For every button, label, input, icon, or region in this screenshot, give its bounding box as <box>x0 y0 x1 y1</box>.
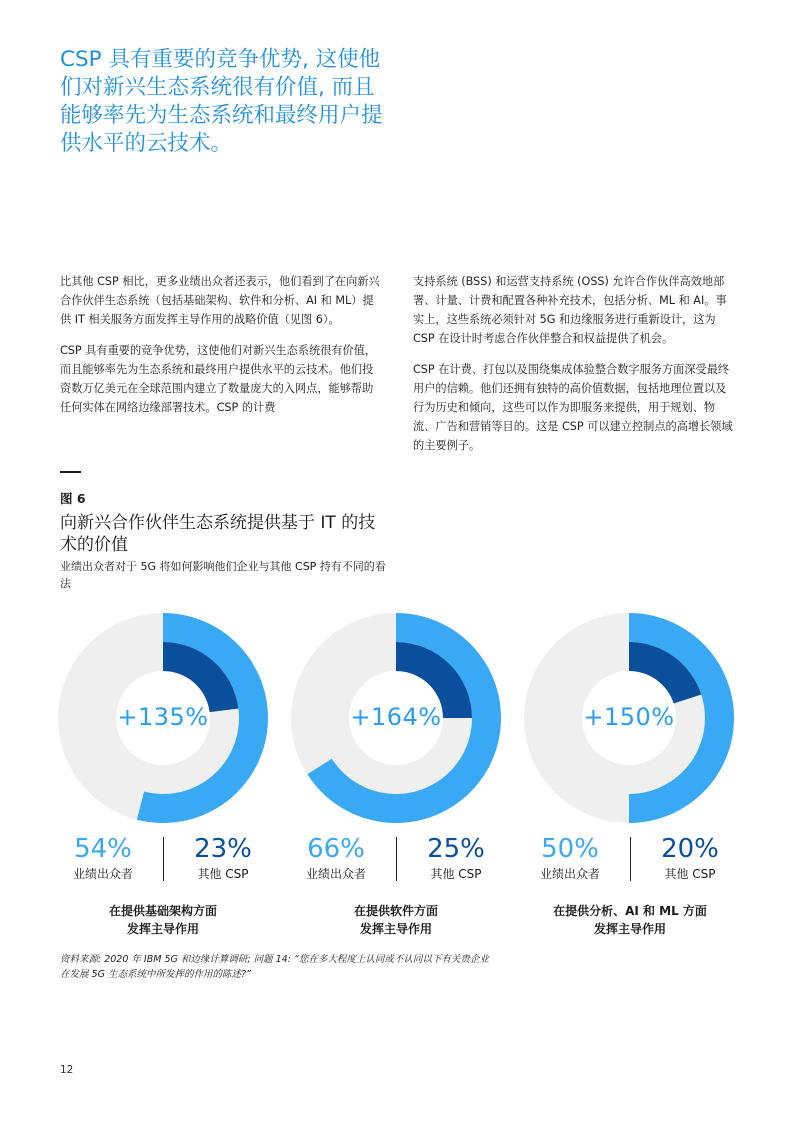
donut-chart-software <box>291 612 501 824</box>
section-rule <box>60 471 81 473</box>
stat-label: 其他 CSP <box>430 867 482 881</box>
stat-label: 业绩出众者 <box>72 867 133 881</box>
stats-software <box>276 833 516 885</box>
body-paragraph: CSP 具有重要的竞争优势，这使他们对新兴生态系统很有价值，而且能够率先为生态系统和最终用户提供水平的云技术。他们投资数万亿美元在全球范围内建立了数量庞大的入网点，能够帮助任何实体在网络边缘部署技术。CSP 的计费 <box>60 344 377 414</box>
stat-value: 20% <box>661 834 719 864</box>
pull-quote-line: 供水平的云技术。 <box>60 131 233 156</box>
source-line: 资料来源: 2020 年 IBM 5G 和边缘计算调研; 问题 14: “您在多大程度上认同或不认同以下有关贵企业 <box>60 954 489 965</box>
page-number: 12 <box>60 1064 74 1076</box>
stat-label: 其他 CSP <box>664 867 716 881</box>
source-line: 在发展 5G 生态系统中所发挥的作用的陈述?” <box>60 969 251 980</box>
caption-line: 在提供分析、AI 和 ML 方面 <box>553 904 707 918</box>
stat-value: 25% <box>427 834 485 864</box>
caption-line: 在提供基础架构方面 <box>108 904 217 918</box>
pull-quote-line: CSP 具有重要的竞争优势, 这使他 <box>60 47 381 72</box>
body-column-right <box>413 272 735 467</box>
stat-other-csp <box>396 833 516 883</box>
stats-analytics <box>510 833 750 885</box>
stat-top-performers <box>510 833 630 883</box>
stat-top-performers <box>276 833 396 883</box>
stat-top-performers <box>43 833 163 883</box>
donut-chart-analytics <box>524 612 734 824</box>
stat-value: 23% <box>194 834 252 864</box>
figure-title: 向新兴合作伙伴生态系统提供基于 IT 的技术的价值 <box>60 513 376 555</box>
stat-label: 其他 CSP <box>197 867 249 881</box>
body-paragraph: 比其他 CSP 相比，更多业绩出众者还表示，他们看到了在向新兴合作伙伴生态系统（包括基础架构、软件和分析、AI 和 ML）提供 IT 相关服务方面发挥主导作用的战略价值（见图 6）。 <box>60 275 380 326</box>
body-paragraph: 支持系统 (BSS) 和运营支持系统 (OSS) 允许合作伙伴高效地部署、计量、计费和配置各种补充技术，包括分析、ML 和 AI。事实上，这些系统必须针对 5G 和边缘服务进行重新设计，这为 CSP 在设计时考虑合作伙伴整合和权益提供了机会。 <box>413 275 727 345</box>
donut-caption <box>276 902 516 938</box>
stat-label: 业绩出众者 <box>305 867 366 881</box>
donut-caption <box>43 902 283 938</box>
pull-quote-line: 们对新兴生态系统很有价值, 而且 <box>60 75 375 100</box>
stat-label: 业绩出众者 <box>539 867 600 881</box>
source-note <box>60 952 540 982</box>
stat-value: 50% <box>541 834 599 864</box>
donut-center-value: +164% <box>350 703 442 731</box>
body-column-left <box>60 272 382 429</box>
donut-center-value: +135% <box>117 703 209 731</box>
caption-line: 发挥主导作用 <box>593 922 666 936</box>
pull-quote-line: 能够率先为生态系统和最终用户提 <box>60 103 383 128</box>
stat-value: 66% <box>307 834 365 864</box>
pull-quote <box>60 46 390 158</box>
donut-chart-infrastructure <box>58 612 268 824</box>
figure-subtitle: 业绩出众者对于 5G 将如何影响他们企业与其他 CSP 持有不同的看法 <box>60 560 386 590</box>
caption-line: 发挥主导作用 <box>359 922 432 936</box>
caption-line: 在提供软件方面 <box>353 904 438 918</box>
stat-value: 54% <box>74 834 132 864</box>
figure-label: 图 6 <box>60 491 86 506</box>
donut-caption <box>510 902 750 938</box>
stat-other-csp <box>630 833 750 883</box>
body-paragraph: CSP 在计费、打包以及围绕集成体验整合数字服务方面深受最终用户的信赖。他们还拥有独特的高价值数据，包括地理位置以及行为历史和倾向，这些可以作为即服务来提供，用于规划、物流、广告和营销等目的。这是 CSP 可以建立控制点的高增长领域的主要例子。 <box>413 363 733 452</box>
donut-center-value: +150% <box>583 703 675 731</box>
stat-other-csp <box>163 833 283 883</box>
caption-line: 发挥主导作用 <box>126 922 199 936</box>
stats-infrastructure <box>43 833 283 885</box>
